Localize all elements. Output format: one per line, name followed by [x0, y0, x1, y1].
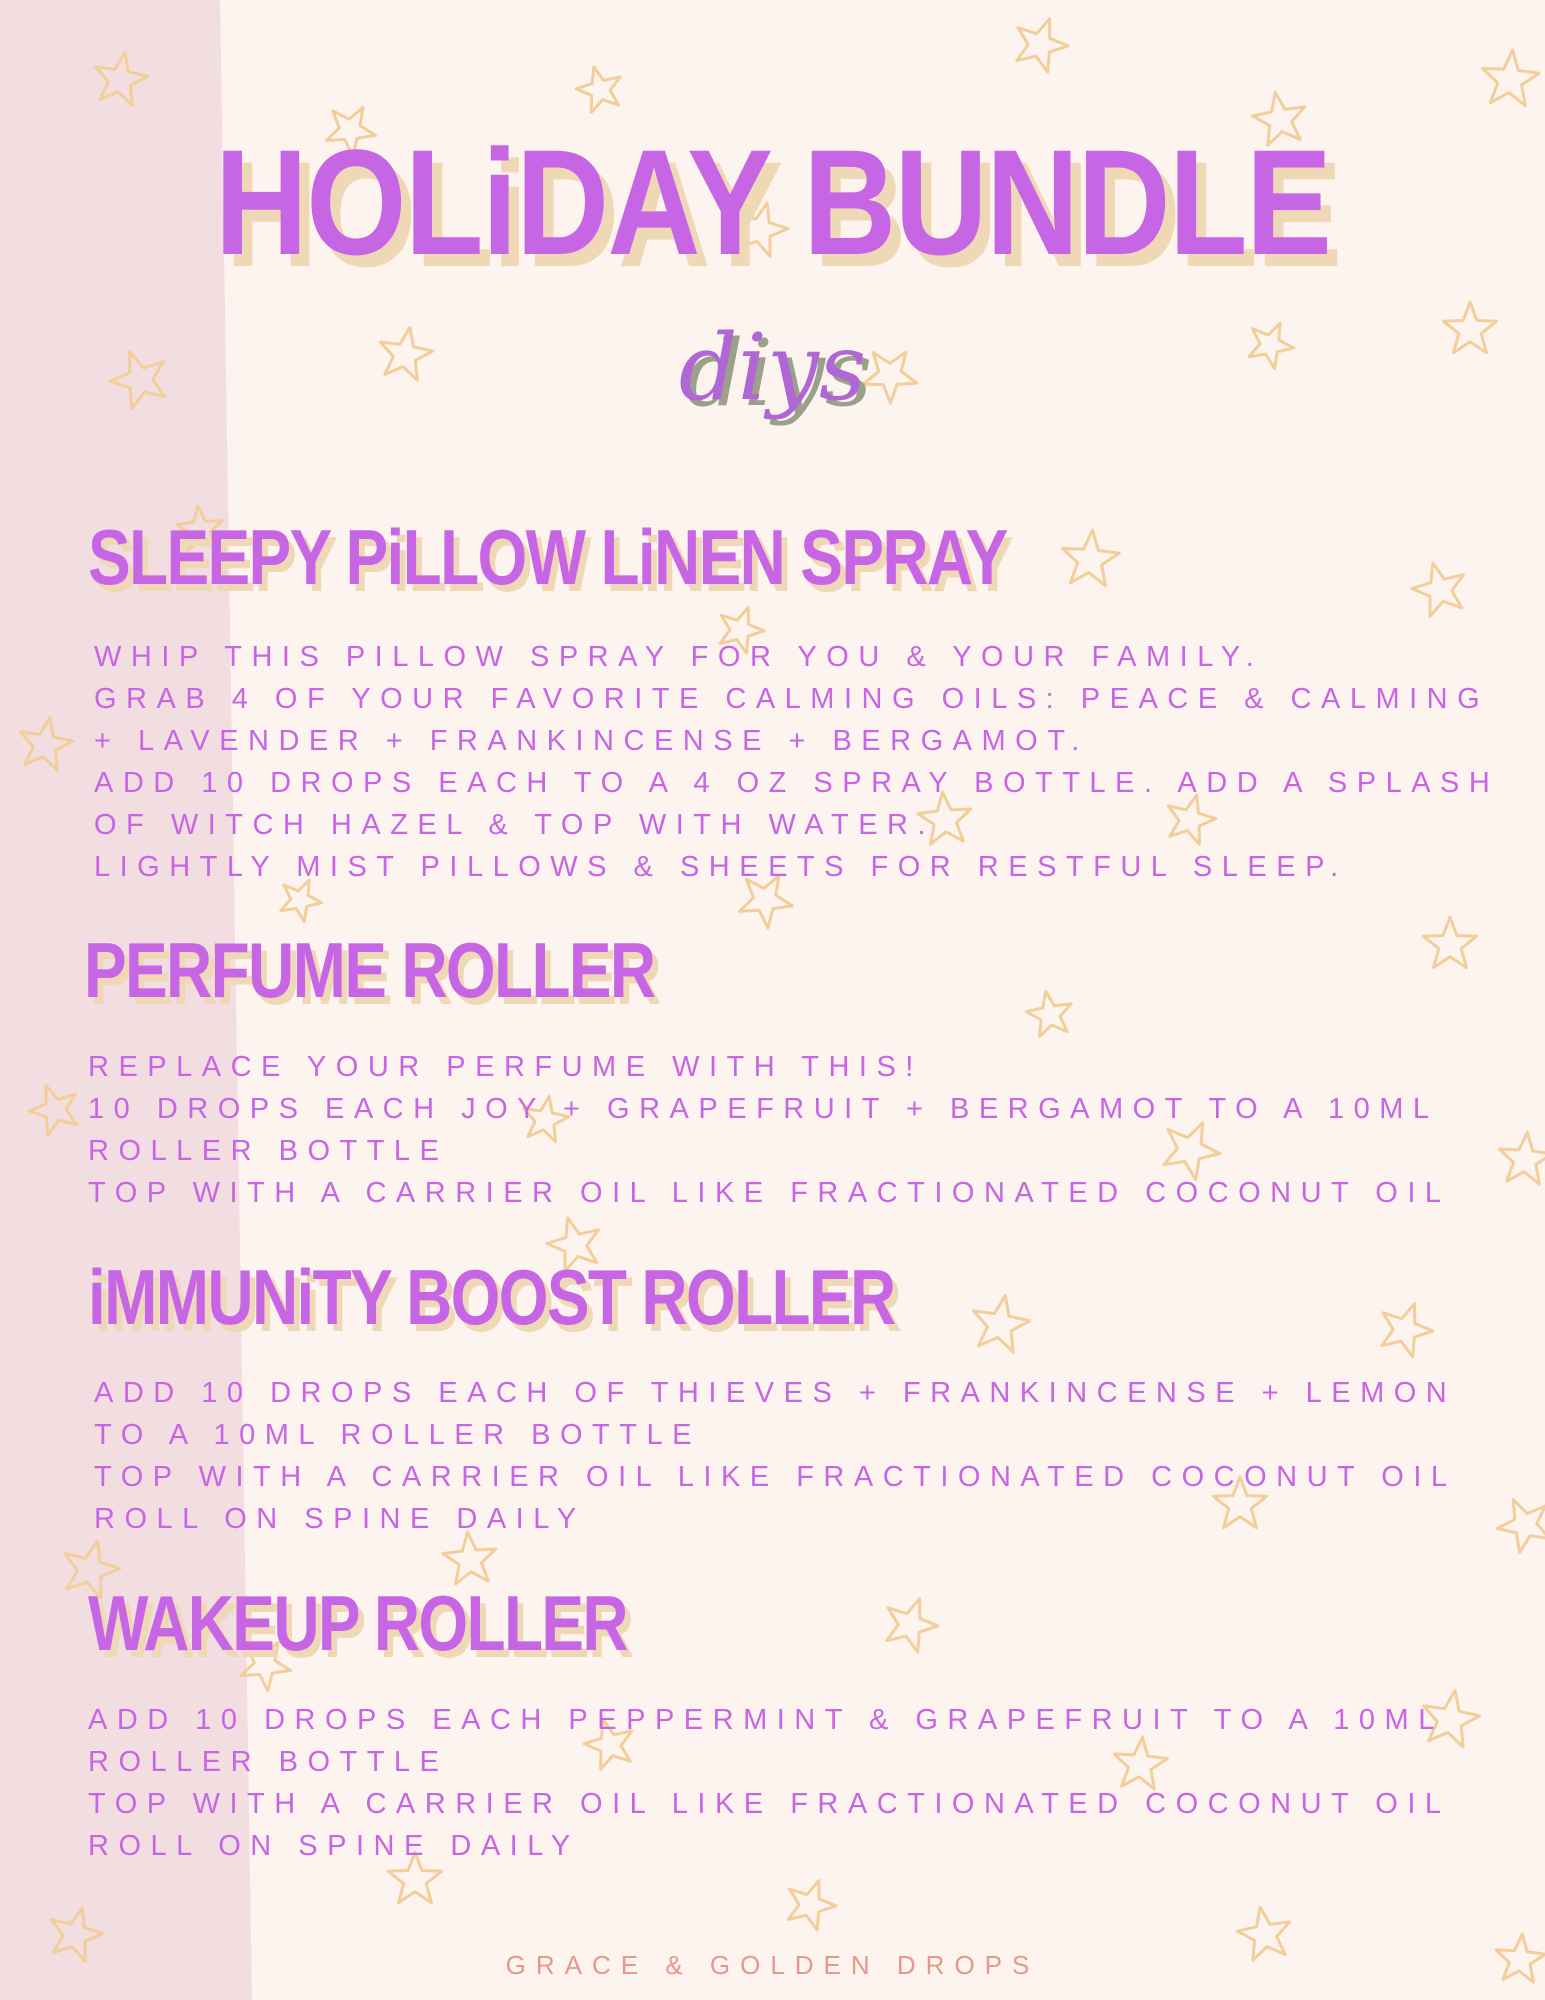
section-body-wakeup-roller [88, 1699, 1451, 1867]
section-body-sleepy-pillow-linen-spray [94, 636, 1499, 888]
section-heading-sleepy-pillow-linen-spray: SLEEPY PiLLOW LiNEN SPRAY [88, 513, 1007, 601]
section-line: WHIP THIS PILLOW SPRAY FOR YOU & YOUR FAMILY. [94, 641, 1264, 673]
section-line: GRAB 4 OF YOUR FAVORITE CALMING OILS: PEACE & CALMING [94, 683, 1490, 715]
star-icon [1479, 48, 1541, 107]
section-line: ROLLER BOTTLE [88, 1135, 449, 1167]
star-icon [877, 1590, 944, 1656]
star-icon [90, 48, 151, 107]
star-icon [23, 1077, 85, 1138]
star-icon [968, 1291, 1034, 1354]
star-icon [1023, 987, 1075, 1038]
section-line: ADD 10 DROPS EACH TO A 4 OZ SPRAY BOTTLE. ADD A SPLASH [94, 767, 1500, 799]
section-line: TOP WITH A CARRIER OIL LIKE FRACTIONATED COCONUT OIL [94, 1461, 1457, 1493]
section-line: TO A 10ML ROLLER BOTTLE [94, 1419, 701, 1451]
section-line: TOP WITH A CARRIER OIL LIKE FRACTIONATED COCONUT OIL [88, 1788, 1451, 1820]
section-heading-immunity-boost-roller: iMMUNiTY BOOST ROLLER [88, 1253, 895, 1341]
section-line: OF WITCH HAZEL & TOP WITH WATER. [94, 809, 936, 841]
section-body-perfume-roller [88, 1046, 1451, 1214]
section-line: ROLLER BOTTLE [88, 1746, 449, 1778]
page-subtitle: diys [678, 314, 867, 421]
star-icon [572, 61, 627, 115]
section-line: LIGHTLY MIST PILLOWS & SHEETS FOR RESTFUL SLEEP. [94, 851, 1348, 883]
star-icon [1489, 1488, 1545, 1556]
page-title: HOLiDAY BUNDLE [214, 118, 1331, 286]
footer-brand: GRACE & GOLDEN DROPS [505, 1950, 1040, 1980]
star-icon [1407, 556, 1472, 619]
section-line: REPLACE YOUR PERFUME WITH THIS! [88, 1051, 923, 1083]
star-icon [15, 713, 76, 772]
section-heading-wakeup-roller: WAKEUP ROLLER [88, 1579, 627, 1667]
star-icon [1423, 917, 1476, 968]
star-icon [1007, 10, 1074, 76]
star-icon [1372, 1295, 1439, 1361]
section-line: ADD 10 DROPS EACH OF THIEVES + FRANKINCENSE + LEMON [94, 1377, 1457, 1409]
section-line: TOP WITH A CARRIER OIL LIKE FRACTIONATED COCONUT OIL [88, 1177, 1451, 1209]
section-line: ADD 10 DROPS EACH PEPPERMINT & GRAPEFRUIT TO A 10ML [88, 1704, 1444, 1736]
star-icon [1497, 1130, 1545, 1185]
section-line: ROLL ON SPINE DAILY [94, 1503, 586, 1535]
star-icon [1059, 528, 1121, 587]
section-body-immunity-boost-roller [94, 1372, 1457, 1540]
section-line: + LAVENDER + FRANKINCENSE + BERGAMOT. [94, 725, 1089, 757]
section-heading-perfume-roller: PERFUME ROLLER [84, 926, 655, 1014]
star-icon [780, 1872, 842, 1933]
section-line: ROLL ON SPINE DAILY [88, 1830, 580, 1862]
section-line: 10 DROPS EACH JOY + GRAPEFRUIT + BERGAMOT TO A 10ML [88, 1093, 1439, 1125]
